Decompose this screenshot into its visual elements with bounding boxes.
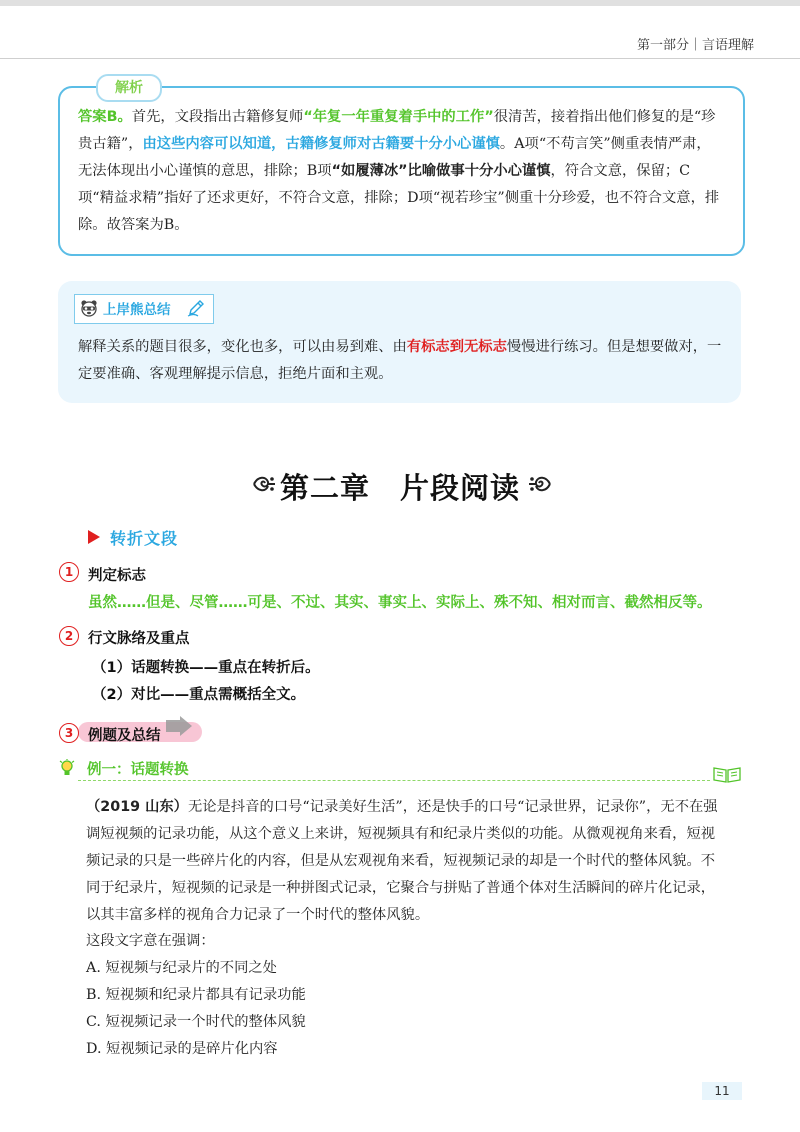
summary-highlight: 有标志到无标志	[406, 339, 507, 355]
analysis-text: 答案B。首先，文段指出古籍修复师“年复一年重复着手中的工作”很清苦，接着指出他们修复的是“珍贵古籍”，由这些内容可以知道，古籍修复师对古籍要十分小心谨慎。A项“不苟言笑”侧重表情严肃，无法体现出小心谨慎的意思，排除；B项“如履薄冰”比喻做事十分小心谨慎，符合文意，保留；C项“精益求精”指好了还求更好，不符合文意，排除；D项“视若珍宝”侧重十分珍爱，也不符合文意，排除。故答案为B。	[78, 109, 720, 233]
flow-point-2: （2）对比——重点需概括全文。	[92, 687, 306, 703]
option-c: C. 短视频记录一个时代的整体风貌	[86, 1014, 306, 1030]
triangle-bullet-icon	[88, 530, 100, 544]
item-title-flow: 行文脉络及重点	[88, 631, 190, 647]
highlight-conclusion: 由这些内容可以知道，古籍修复师对古籍要十分小心谨慎	[142, 136, 500, 152]
summary-text: 解释关系的题目很多，变化也多，可以由易到难、由有标志到无标志慢慢进行练习。但是想要做对，一定要准确、客观理解提示信息，拒绝片面和主观。	[78, 339, 722, 382]
page-number: 11	[714, 1084, 730, 1098]
option-a: A. 短视频与纪录片的不同之处	[86, 960, 277, 976]
question-stem: 这段文字意在强调：	[86, 933, 215, 949]
marker-words: 虽然……但是、尽管……可是、不过、其实、事实上、实际上、殊不知、相对而言、截然相反等。	[88, 595, 712, 611]
item-title-examples: 例题及总结	[88, 728, 161, 744]
item-number-1: 1	[59, 562, 79, 582]
pencil-icon	[186, 298, 206, 318]
chapter-title: 第二章 片段阅读	[279, 471, 520, 505]
flow-point-1: （1）话题转换——重点在转折后。	[92, 660, 320, 676]
item-number-2: 2	[59, 626, 79, 646]
option-b: B. 短视频和纪录片都具有记录功能	[86, 987, 306, 1003]
example-divider	[78, 780, 710, 781]
answer-label: 答案B。	[78, 109, 132, 125]
bear-icon	[80, 299, 98, 317]
option-d: D. 短视频记录的是碎片化内容	[86, 1041, 278, 1057]
highlight-option-b: “如履薄冰”比喻做事十分小心谨慎	[331, 163, 551, 179]
header-bar	[0, 0, 800, 6]
summary-tag-label: 上岸熊总结	[103, 302, 171, 318]
book-icon	[712, 765, 742, 783]
header-divider	[0, 58, 800, 59]
example-title: 例一：话题转换	[87, 762, 189, 778]
item-number-3: 3	[59, 723, 79, 743]
running-header: 第一部分｜言语理解	[636, 38, 754, 53]
item-title-markers: 判定标志	[88, 568, 146, 584]
lightbulb-icon	[59, 759, 75, 777]
ornament-right-icon	[526, 470, 554, 498]
analysis-tag: 解析	[96, 74, 162, 102]
section-title: 转折文段	[110, 529, 179, 548]
example-source: （2019 山东）	[86, 799, 188, 815]
example-passage: （2019 山东）无论是抖音的口号“记录美好生活”，还是快手的口号“记录世界，记录你”，无不在强调短视频的记录功能，从这个意义上来讲，短视频具有和纪录片类似的功能。从微观视角来看，短视频记录的只是一些碎片化的内容，但是从宏观视角来看，短视频记录的却是一个时代的整体风貌。不同于纪录片，短视频的记录是一种拼图式记录，它聚合与拼贴了普通个体对生活瞬间的碎片化记录，以其丰富多样的视角合力记录了一个时代的整体风貌。	[86, 799, 718, 923]
highlight-quote: “年复一年重复着手中的工作”	[303, 109, 494, 125]
arrow-icon	[164, 716, 194, 736]
